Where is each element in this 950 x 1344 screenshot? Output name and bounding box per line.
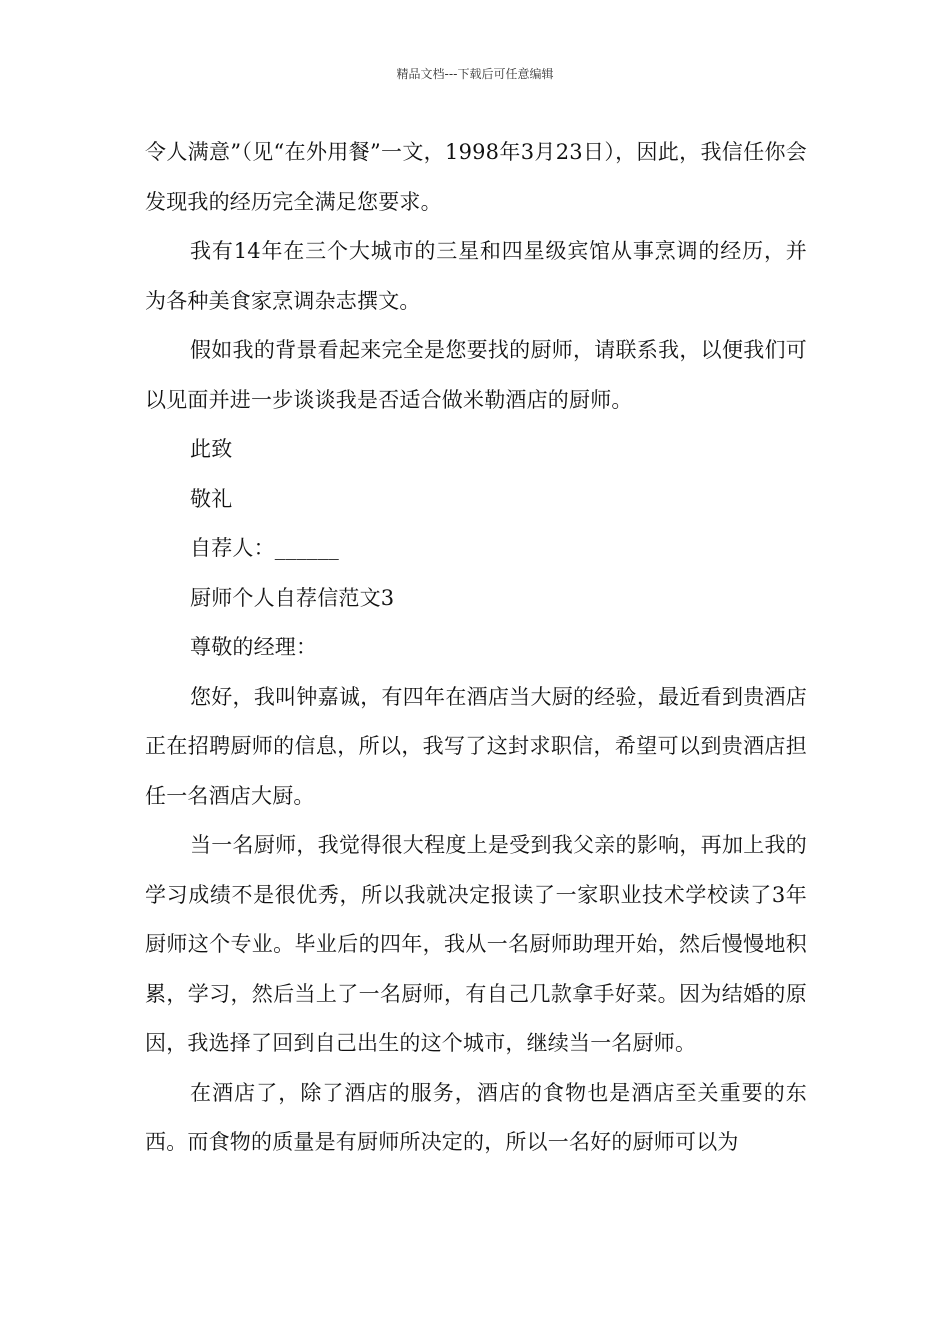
paragraph-hotel: 在酒店了，除了酒店的服务，酒店的食物也是酒店至关重要的东西。而食物的质量是有厨师所决定的，所以一名好的厨师可以为: [145, 1080, 807, 1154]
signature-line: 自荐人：______: [190, 536, 339, 560]
paragraph-1: 令人满意”（见“在外用餐”一文，1998年3月23日），因此，我信任你会发现我的经历完全满足您要求。: [145, 140, 807, 214]
page-header: 精品文档---下载后可任意编辑: [396, 67, 554, 81]
paragraph-background: 当一名厨师，我觉得很大程度上是受到我父亲的影响，再加上我的学习成绩不是很优秀，所以我就决定报读了一家职业技术学校读了3年厨师这个专业。毕业后的四年，我从一名厨师助理开始，然后慢慢地积累，学习，然后当上了一名厨师，有自己几款拿手好菜。因为结婚的原因，我选择了回到自己出生的这个城市，继续当一名厨师。: [145, 833, 807, 1055]
closing-regards: 敬礼: [190, 486, 233, 511]
document-body: [145, 128, 807, 1168]
closing-salutation: 此致: [190, 437, 233, 461]
paragraph-2: 我有14年在三个大城市的三星和四星级宾馆从事烹调的经历，并为各种美食家烹调杂志撰文。: [145, 239, 807, 313]
paragraph-3: 假如我的背景看起来完全是您要找的厨师，请联系我，以便我们可以见面并进一步谈谈我是否适合做米勒酒店的厨师。: [145, 338, 807, 412]
greeting: 尊敬的经理：: [190, 635, 318, 659]
section-title: 厨师个人自荐信范文3: [190, 585, 395, 610]
paragraph-intro: 您好，我叫钟嘉诚，有四年在酒店当大厨的经验，最近看到贵酒店正在招聘厨师的信息，所以，我写了这封求职信，希望可以到贵酒店担任一名酒店大厨。: [145, 684, 807, 808]
